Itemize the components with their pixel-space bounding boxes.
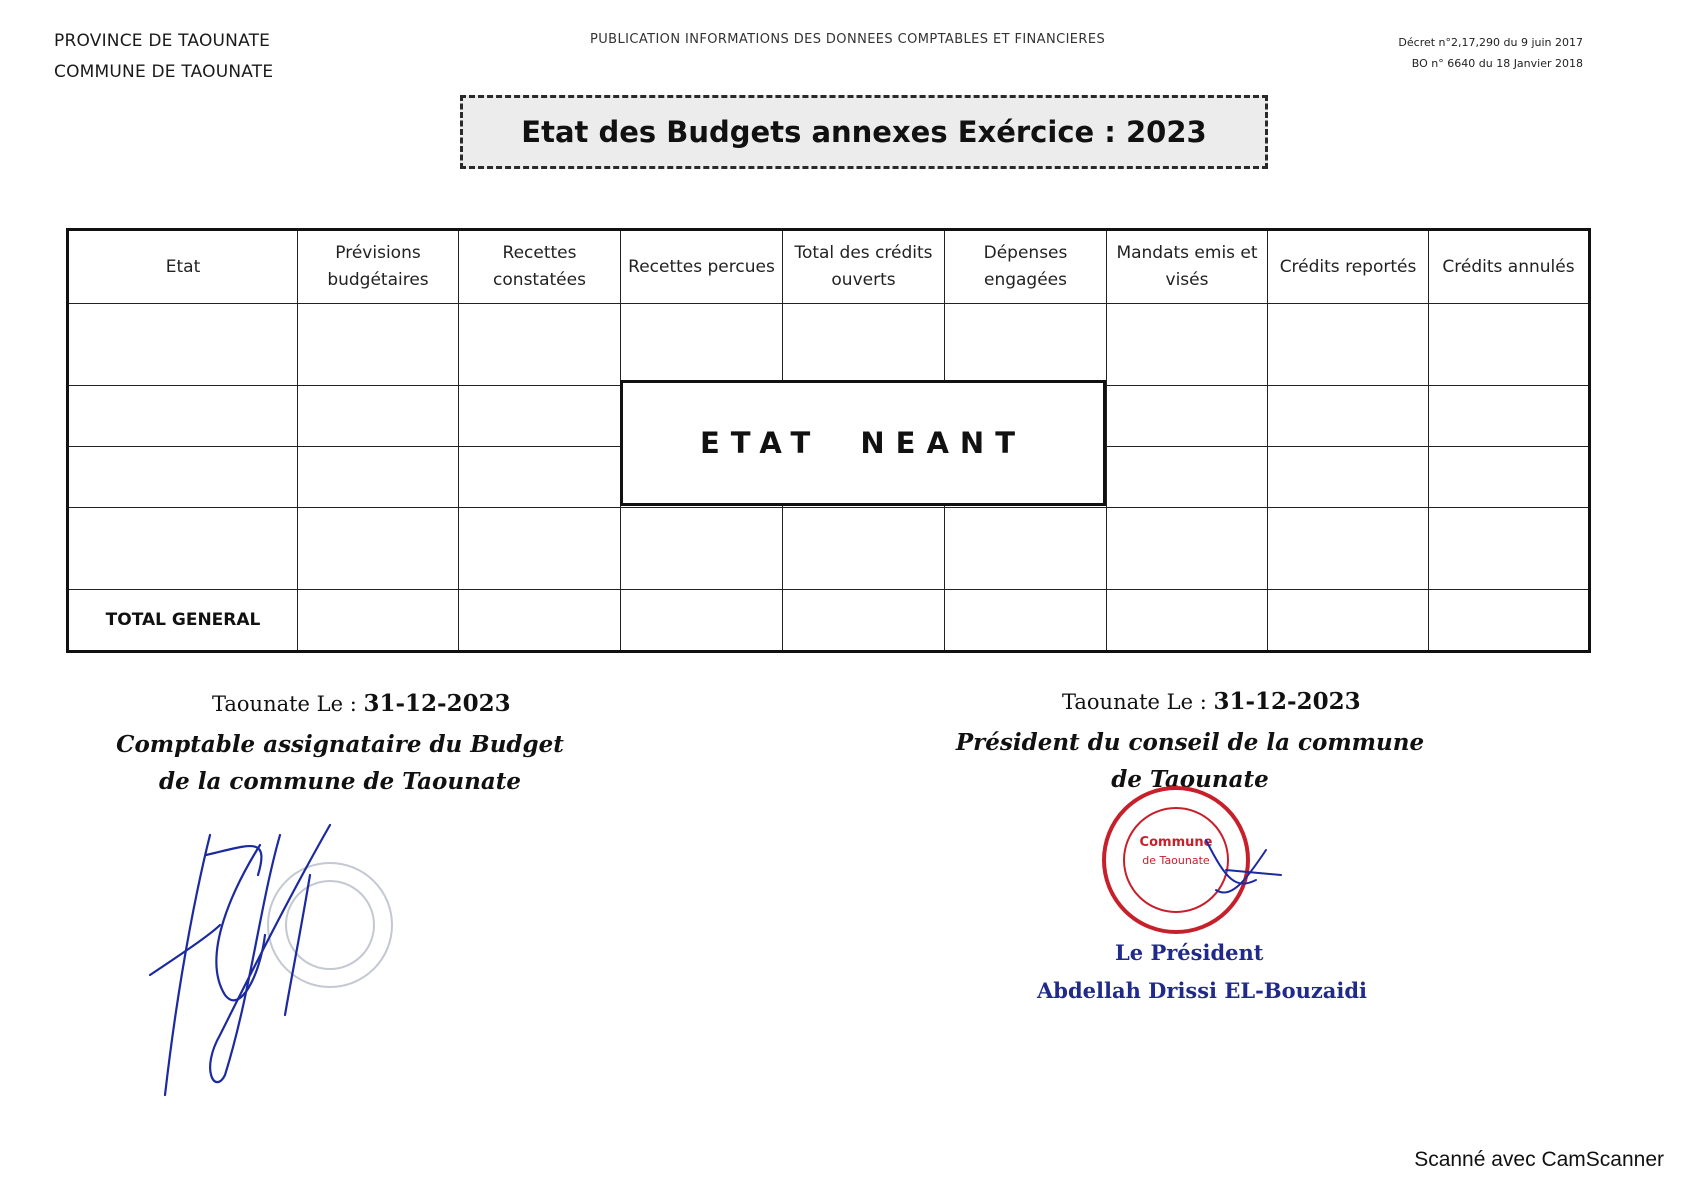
- column-header: Total des crédits ouverts: [783, 230, 945, 304]
- stamp-center-line1: Commune: [1139, 835, 1213, 850]
- left-date: 31-12-2023: [363, 690, 511, 717]
- column-header: Dépenses engagées: [945, 230, 1107, 304]
- right-role-line1: Président du conseil de la commune: [955, 729, 1425, 756]
- scanner-footer: Scanné avec CamScanner: [1414, 1148, 1664, 1171]
- column-header: Prévisions budgétaires: [298, 230, 459, 304]
- bo-reference: BO n° 6640 du 18 Janvier 2018: [1411, 57, 1583, 70]
- etat-neant-box: ETAT NEANT: [620, 380, 1106, 506]
- right-role-line2: de Taounate: [1111, 766, 1269, 793]
- header-left: [54, 26, 273, 88]
- province-label: PROVINCE DE TAOUNATE: [54, 31, 271, 51]
- right-date-prefix: Taounate Le :: [1062, 690, 1207, 714]
- president-name: Abdellah Drissi EL-Bouzaidi: [1037, 978, 1368, 1003]
- left-role: [100, 726, 580, 800]
- table-row: [68, 304, 1590, 386]
- column-header: Crédits annulés: [1429, 230, 1590, 304]
- column-header: Recettes percues: [621, 230, 783, 304]
- column-header: Crédits reportés: [1268, 230, 1429, 304]
- accountant-signature: [140, 815, 440, 1105]
- table-row: [68, 508, 1590, 590]
- column-header: Etat: [68, 230, 298, 304]
- column-header: Mandats emis et visés: [1107, 230, 1268, 304]
- column-header: Recettes constatées: [459, 230, 621, 304]
- left-role-line1: Comptable assignataire du Budget: [116, 731, 564, 758]
- president-title: Le Président: [1115, 940, 1264, 965]
- document-title: Etat des Budgets annexes Exércice : 2023: [460, 95, 1268, 169]
- left-date-prefix: Taounate Le :: [212, 692, 357, 716]
- left-role-line2: de la commune de Taounate: [159, 768, 521, 795]
- total-row: [68, 590, 1590, 652]
- publication-label: PUBLICATION INFORMATIONS DES DONNEES COMPTABLES ET FINANCIERES: [590, 32, 1106, 47]
- commune-stamp: [1096, 780, 1296, 940]
- commune-label: COMMUNE DE TAOUNATE: [54, 62, 274, 82]
- decret-reference: Décret n°2,17,290 du 9 juin 2017: [1398, 36, 1583, 49]
- table-header-row: [68, 230, 1590, 304]
- stamp-center-line2: de Taounate: [1142, 854, 1210, 867]
- right-date-line: [1062, 688, 1361, 715]
- left-date-line: [212, 690, 511, 717]
- right-date: 31-12-2023: [1213, 688, 1361, 715]
- header-right: [1385, 32, 1583, 74]
- total-general-label: TOTAL GENERAL: [68, 590, 298, 652]
